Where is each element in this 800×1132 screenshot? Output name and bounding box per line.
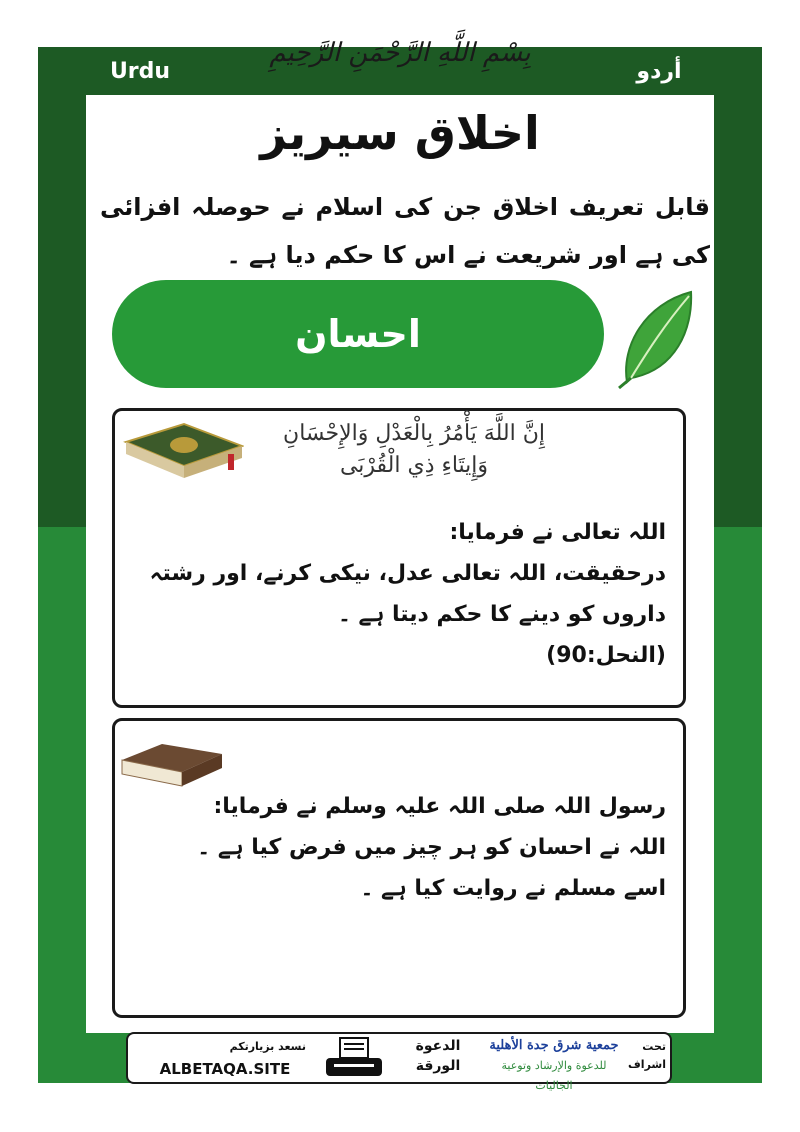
quran-verse-line: وَإِيتَاءِ ذِي الْقُرْبَى — [339, 453, 489, 478]
page-title: اخلاق سیریز — [260, 106, 540, 160]
basmala-calligraphy: بِسْمِ اللَّهِ الرَّحْمَنِ الرَّحِيمِ — [269, 38, 531, 68]
intro-text: قابل تعریف اخلاق جن کی اسلام نے حوصلہ افزائی کی ہے اور شریعت نے اس کا حکم دیا ہے ۔ — [100, 193, 710, 269]
text-line: رسول اللہ صلی اللہ علیہ وسلم نے فرمایا: — [213, 794, 666, 819]
org-logo-mark — [404, 1036, 472, 1080]
text-line: داروں کو دینے کا حکم دیتا ہے ۔ — [338, 602, 666, 627]
book-icon — [118, 740, 226, 790]
verse-reference: (النحل:90) — [546, 643, 666, 668]
supervision-label-line: تحت — [642, 1040, 666, 1053]
text-line: اللہ تعالی نے فرمایا: — [449, 520, 666, 545]
supervision-label — [630, 1038, 666, 1074]
text-line: اسے مسلم نے روایت کیا ہے ۔ — [360, 876, 666, 901]
footer-greeting: نسعد بزيارتكم — [229, 1040, 306, 1053]
supervision-label-line: اشراف — [628, 1058, 666, 1071]
text-line: درحقیقت، اللہ تعالی عدل، نیکی کرنے، اور رشتہ — [149, 561, 666, 586]
language-tab-urdu-arabic: أردو — [556, 47, 762, 95]
org-name — [484, 1036, 624, 1092]
org-subtitle-line: للدعوة والإرشاد وتوعية الجاليات — [501, 1059, 607, 1092]
hadith-text — [126, 786, 666, 909]
quran-verse — [190, 418, 638, 482]
language-tab-urdu-latin: Urdu — [38, 47, 242, 95]
topic-banner — [112, 280, 604, 388]
leaf-icon — [615, 286, 695, 390]
quran-translation — [126, 512, 666, 676]
topic-label: احسان — [295, 312, 421, 356]
org-name-line: جمعية شرق جدة الأهلية — [489, 1038, 619, 1053]
quran-verse-line: إِنَّ اللَّهَ يَأْمُرُ بِالْعَدْلِ وَالإِحْسَانِ — [283, 421, 545, 446]
text-line: اللہ نے احسان کو ہر چیز میں فرض کیا ہے ۔ — [197, 835, 666, 860]
printer-icon[interactable] — [322, 1036, 386, 1080]
org-logo-line: الدعوة — [415, 1038, 461, 1054]
footer-site-link[interactable]: ALBETAQA.SITE — [159, 1060, 291, 1078]
org-logo-line: الورقة — [415, 1058, 461, 1074]
